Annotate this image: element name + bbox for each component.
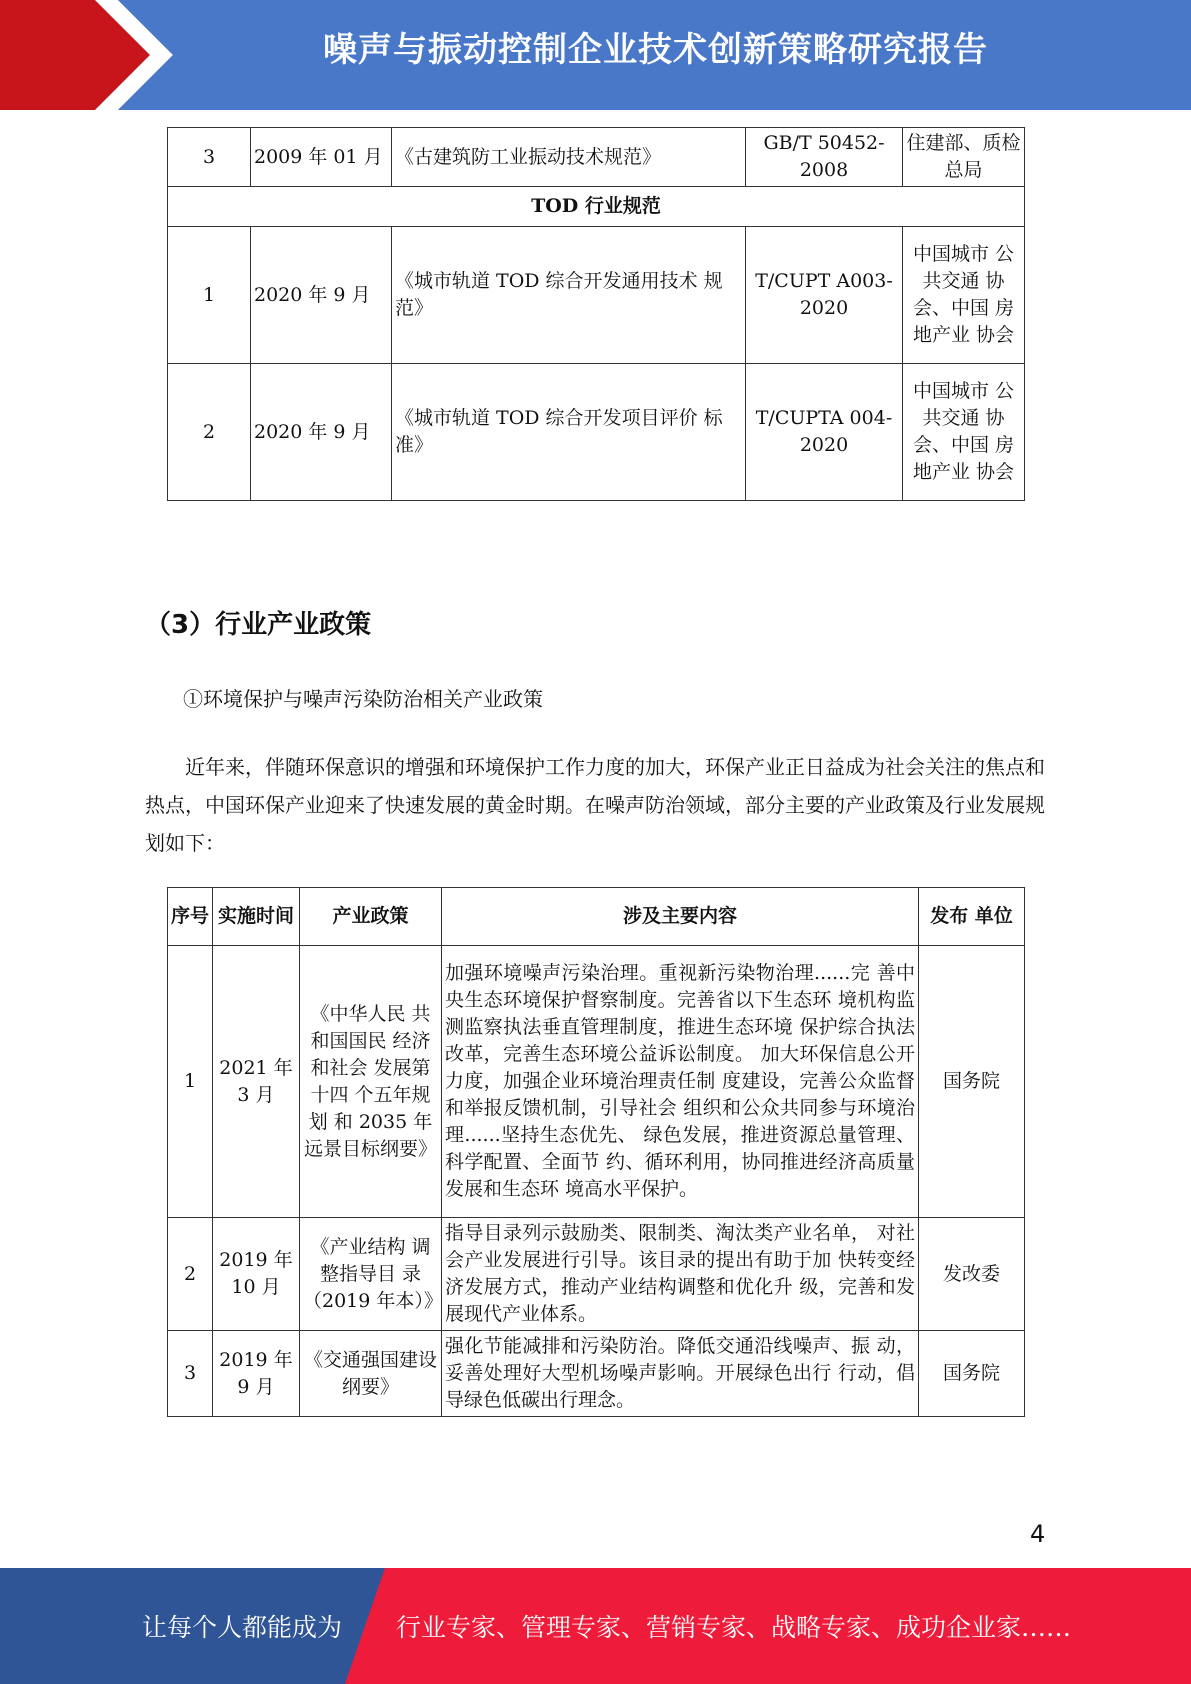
row-org: 国务院: [919, 1331, 1025, 1417]
row-number: 3: [168, 1331, 213, 1417]
header-content: 涉及主要内容: [442, 888, 919, 946]
row-content: 指导目录列示鼓励类、限制类、淘汰类产业名单， 对社会产业发展进行引导。该目录的提出有助于加 快转变经济发展方式，推动产业结构调整和优化升 级，完善和发展现代产业体系。: [442, 1218, 919, 1331]
table-section-row: [168, 187, 1025, 227]
row-date: 2019 年 9 月: [213, 1331, 300, 1417]
row-policy: 《交通强国建设纲要》: [300, 1331, 442, 1417]
row-date: 2019 年 10 月: [213, 1218, 300, 1331]
footer-slogan-left: 让每个人都能成为: [142, 1613, 343, 1642]
header-number: 序号: [168, 888, 213, 946]
row-date: 2009 年 01 月: [251, 128, 392, 187]
row-content: 加强环境噪声污染治理。重视新污染物治理......完 善中央生态环境保护督察制度。完善省以下生态环 境机构监测监察执法垂直管理制度，推进生态环境 保护综合执法改革，完善生态环境公益诉讼制度。 加大环保信息公开力度，加强企业环境治理责任制 度建设，完善公众监督和举报反馈机制，引导社会 组织和公众共同参与环境治理......坚持生态优先、 绿色发展，推进资源总量管理、科学配置、全面节 约、循环利用，协同推进经济高质量发展和生态环 境高水平保护。: [442, 946, 919, 1218]
row-number: 2: [168, 364, 251, 501]
standards-table: [167, 127, 1025, 501]
table-row: [168, 1218, 1025, 1331]
row-content: 强化节能减排和污染防治。降低交通沿线噪声、振 动，妥善处理好大型机场噪声影响。开展绿色出行 行动，倡导绿色低碳出行理念。: [442, 1331, 919, 1417]
section-title: （3）行业产业政策: [145, 610, 372, 640]
sub-heading: ①环境保护与噪声污染防治相关产业政策: [183, 687, 543, 711]
section-label: TOD 行业规范: [168, 187, 1025, 227]
table-row: [168, 364, 1025, 501]
report-title: 噪声与振动控制企业技术创新策略研究报告: [323, 30, 988, 70]
table-row: [168, 1331, 1025, 1417]
row-standard-name: 《古建筑防工业振动技术规范》: [392, 128, 746, 187]
row-date: 2021 年 3 月: [213, 946, 300, 1218]
row-date: 2020 年 9 月: [251, 364, 392, 501]
row-number: 3: [168, 128, 251, 187]
row-number: 1: [168, 227, 251, 364]
table-row: [168, 128, 1025, 187]
header-policy: 产业政策: [300, 888, 442, 946]
header-date: 实施时间: [213, 888, 300, 946]
table-row: [168, 946, 1025, 1218]
row-org: 发改委: [919, 1218, 1025, 1331]
row-standard-name: 《城市轨道 TOD 综合开发项目评价 标准》: [392, 364, 746, 501]
header-org: 发布 单位: [919, 888, 1025, 946]
footer-slogan-right: 行业专家、管理专家、营销专家、战略专家、成功企业家……: [396, 1613, 1072, 1642]
table-row: [168, 227, 1025, 364]
row-code: GB/T 50452-2008: [746, 128, 903, 187]
policy-table: [167, 887, 1025, 1417]
row-org: 国务院: [919, 946, 1025, 1218]
page-footer: [0, 1568, 1191, 1684]
row-code: T/CUPT A003-2020: [746, 227, 903, 364]
intro-paragraph: 近年来，伴随环保意识的增强和环境保护工作力度的加大，环保产业正日益成为社会关注的焦点和热点，中国环保产业迎来了快速发展的黄金时期。在噪声防治领域，部分主要的产业政策及行业发展规划如下：: [145, 755, 1045, 855]
row-policy: 《中华人民 共和国国民 经济和社会 发展第十四 个五年规划 和 2035 年远景目标纲要》: [300, 946, 442, 1218]
row-org: 中国城市 公共交通 协会、中国 房地产业 协会: [903, 227, 1025, 364]
row-org: 中国城市 公共交通 协会、中国 房地产业 协会: [903, 364, 1025, 501]
row-policy: 《产业结构 调整指导目 录（2019 年本）》: [300, 1218, 442, 1331]
row-standard-name: 《城市轨道 TOD 综合开发通用技术 规范》: [392, 227, 746, 364]
page-number: 4: [1030, 1520, 1046, 1548]
page-header: [0, 0, 1191, 110]
row-code: T/CUPTA 004-2020: [746, 364, 903, 501]
row-number: 1: [168, 946, 213, 1218]
row-date: 2020 年 9 月: [251, 227, 392, 364]
row-number: 2: [168, 1218, 213, 1331]
table-header-row: [168, 888, 1025, 946]
row-org: 住建部、质检总局: [903, 128, 1025, 187]
